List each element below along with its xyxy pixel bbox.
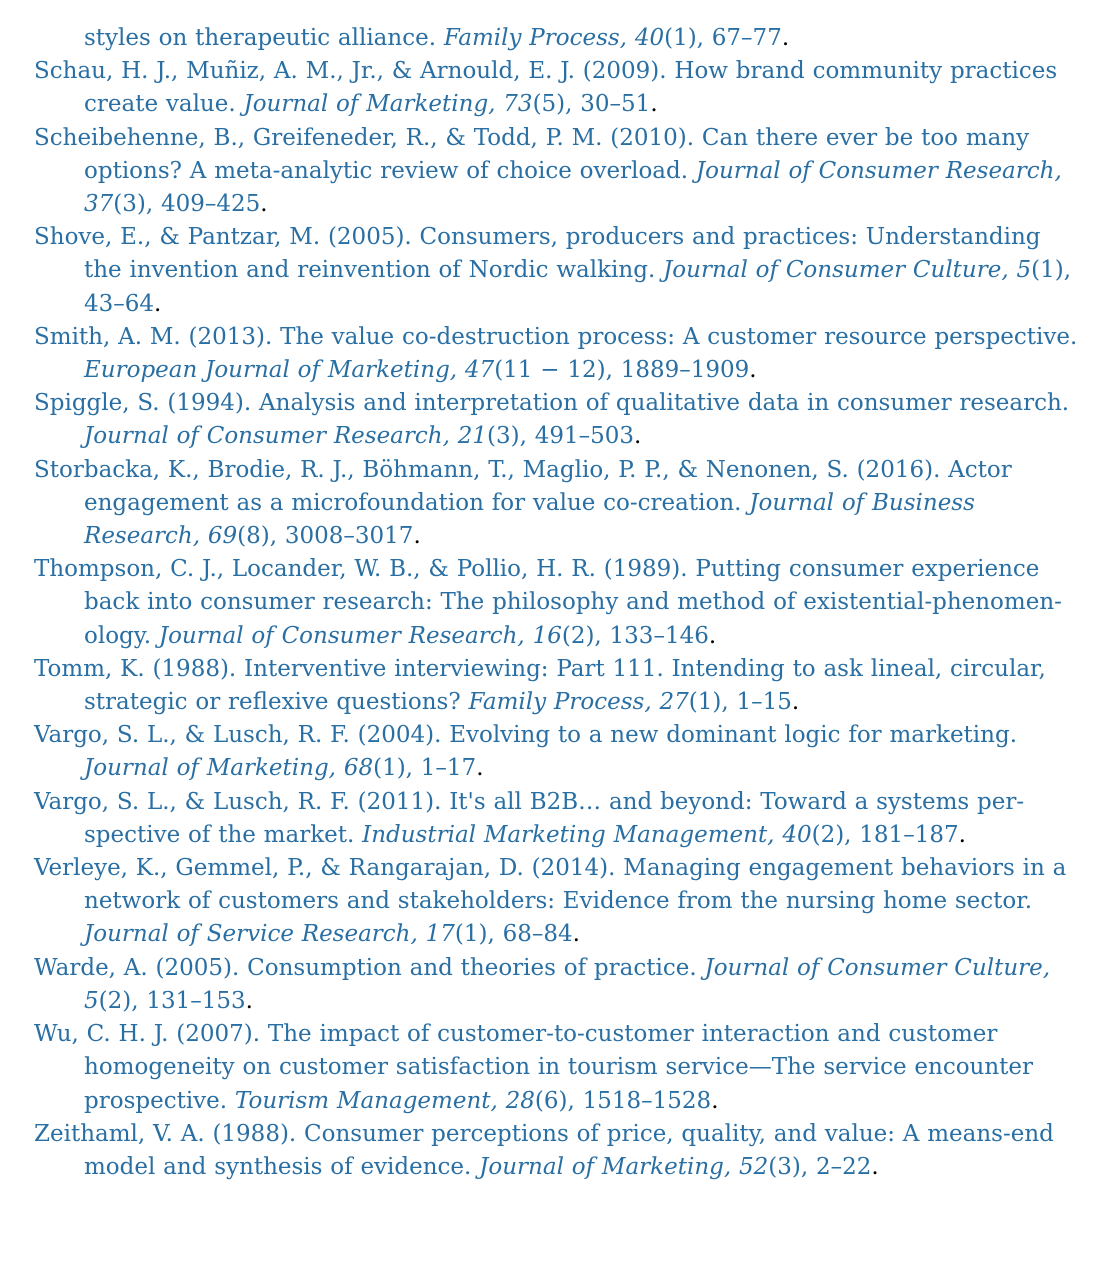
reference-entry <box>34 1018 1084 1118</box>
journal-volume: 16 <box>532 622 562 649</box>
reference-terminator: . <box>260 191 268 218</box>
journal-volume: 40 <box>634 25 665 51</box>
journal-title: Journal of Consumer Research, <box>84 423 458 450</box>
reference-text: Tomm, K. (1988). Interventive interviewing: Part 111. Intending to ask lineal, circular, strategic or reflexive questions? <box>34 655 1046 716</box>
reference-entry <box>34 653 1084 719</box>
journal-title: Journal of Consumer Research, <box>695 157 1062 184</box>
journal-volume: 73 <box>503 91 533 118</box>
issue-pages: (2), 133–146 <box>561 622 709 649</box>
issue-pages: (3), 409–425 <box>113 191 261 218</box>
reference-entry-continued <box>34 22 1084 55</box>
reference-terminator: . <box>871 1153 879 1180</box>
journal-title: Journal of Service Research, <box>84 921 426 948</box>
reference-list <box>34 22 1084 1184</box>
reference-text: Spiggle, S. (1994). Analysis and interpretation of qualitative data in consumer research. <box>34 390 1070 417</box>
reference-terminator: . <box>749 357 757 384</box>
reference-terminator: . <box>634 423 642 450</box>
journal-volume: 52 <box>738 1153 769 1180</box>
issue-pages: (6), 1518–1528 <box>534 1087 712 1114</box>
issue-pages: (1), 68–84 <box>454 921 573 948</box>
reference-terminator: . <box>711 1087 719 1114</box>
reference-text: Vargo, S. L., & Lusch, R. F. (2011). It's all B2B… and beyond: Toward a systems perspective of the market. <box>34 788 1025 848</box>
journal-volume: 28 <box>505 1087 535 1114</box>
journal-volume: 40 <box>782 821 812 848</box>
reference-text: Scheibehenne, B., Greifeneder, R., & Todd, P. M. (2010). Can there ever be too many options? A meta-analytic review of choice overload. <box>34 124 1030 184</box>
reference-terminator: . <box>476 755 484 782</box>
journal-volume: 47 <box>464 357 495 384</box>
issue-pages: (3), 2–22 <box>768 1153 872 1180</box>
reference-text: Smith, A. M. (2013). The value co-destruction process: A customer resource perspective. <box>34 323 1078 350</box>
issue-pages: (2), 181–187 <box>811 821 959 848</box>
reference-entry <box>34 387 1084 453</box>
journal-title: Industrial Marketing Management, <box>362 821 783 848</box>
journal-volume: 69 <box>207 523 238 550</box>
issue-pages: (1), 1–17 <box>373 755 477 782</box>
issue-pages: (1), 1–15 <box>688 689 792 716</box>
journal-title: Journal of Consumer Culture, <box>704 954 1051 981</box>
journal-title: Journal of Consumer Research, <box>158 622 533 649</box>
reference-terminator: . <box>413 523 421 550</box>
reference-text: Shove, E., & Pantzar, M. (2005). Consumers, producers and practices: Understanding the invention and reinvention of Nordic walking. <box>34 224 1041 284</box>
issue-pages: (2), 131–153 <box>98 987 246 1014</box>
issue-pages: (3), 491–503 <box>487 423 635 450</box>
reference-entry <box>34 321 1084 387</box>
issue-pages: (11 − 12), 1889–1909 <box>494 357 750 384</box>
journal-volume: 5 <box>1016 257 1032 284</box>
reference-entry <box>34 454 1084 554</box>
reference-entry <box>34 786 1084 852</box>
reference-text: Vargo, S. L., & Lusch, R. F. (2004). Evolving to a new dominant logic for marketing. <box>34 722 1018 749</box>
journal-volume: 17 <box>425 921 455 948</box>
journal-volume: 21 <box>457 423 487 450</box>
journal-title: Family Process, <box>443 25 635 51</box>
reference-entry <box>34 55 1084 121</box>
journal-title: European Journal of Marketing, <box>84 357 465 384</box>
journal-title: Family Process, <box>468 689 660 716</box>
reference-terminator: . <box>572 921 580 948</box>
reference-terminator: . <box>245 987 253 1014</box>
journal-volume: 5 <box>84 987 99 1014</box>
journal-title: Tourism Management, <box>234 1087 506 1114</box>
issue-pages: (8), 3008–3017 <box>237 523 414 550</box>
reference-entry <box>34 221 1084 321</box>
journal-title: Journal of Marketing, <box>243 91 504 118</box>
journal-title: Journal of Business Research, <box>84 489 975 550</box>
reference-entry <box>34 952 1084 1018</box>
reference-terminator: . <box>154 290 162 317</box>
issue-pages: (1), 43–64 <box>84 257 1071 317</box>
reference-entry <box>34 122 1084 222</box>
reference-text: Wu, C. H. J. (2007). The impact of customer-to-customer interaction and customer homogeneity on customer satisfaction in tourism service—The service encounter prospective. <box>34 1021 1034 1114</box>
reference-entry <box>34 1118 1084 1184</box>
journal-title: Journal of Marketing, <box>479 1153 739 1180</box>
reference-text: Verleye, K., Gemmel, P., & Rangarajan, D. (2014). Managing engagement behaviors in a network of customers and stakeholders: Evidence from the nursing home sector. <box>34 855 1067 915</box>
journal-title: Journal of Marketing, <box>84 755 344 782</box>
reference-text: Thompson, C. J., Locander, W. B., & Pollio, H. R. (1989). Putting consumer experience back into consumer research: The philosophy and method of existential-phenomenology. <box>34 556 1062 649</box>
reference-text: Storbacka, K., Brodie, R. J., Böhmann, T., Maglio, P. P., & Nenonen, S. (2016). Actor engagement as a microfoundation for value co-creation. <box>34 456 1012 516</box>
reference-terminator: . <box>791 689 800 716</box>
reference-terminator: . <box>650 91 658 118</box>
reference-entry <box>34 852 1084 952</box>
issue-pages: (5), 30–51 <box>532 91 651 118</box>
reference-terminator: . <box>781 25 790 51</box>
reference-entry <box>34 553 1084 653</box>
issue-pages: (1), 67–77 <box>664 25 782 51</box>
reference-terminator: . <box>708 622 717 649</box>
journal-volume: 37 <box>84 191 114 218</box>
journal-title: Journal of Consumer Culture, <box>663 257 1017 284</box>
reference-entry <box>34 719 1084 785</box>
reference-text: styles on therapeutic alliance. <box>84 25 444 51</box>
journal-volume: 27 <box>659 689 689 716</box>
reference-text: Schau, H. J., Muñiz, A. M., Jr., & Arnould, E. J. (2009). How brand community practices create value. <box>34 58 1058 118</box>
reference-text: Warde, A. (2005). Consumption and theories of practice. <box>34 954 705 981</box>
reference-text: Zeithaml, V. A. (1988). Consumer perceptions of price, quality, and value: A means-end model and synthesis of evidence. <box>34 1120 1054 1180</box>
journal-volume: 68 <box>343 755 374 782</box>
reference-terminator: . <box>958 821 966 848</box>
